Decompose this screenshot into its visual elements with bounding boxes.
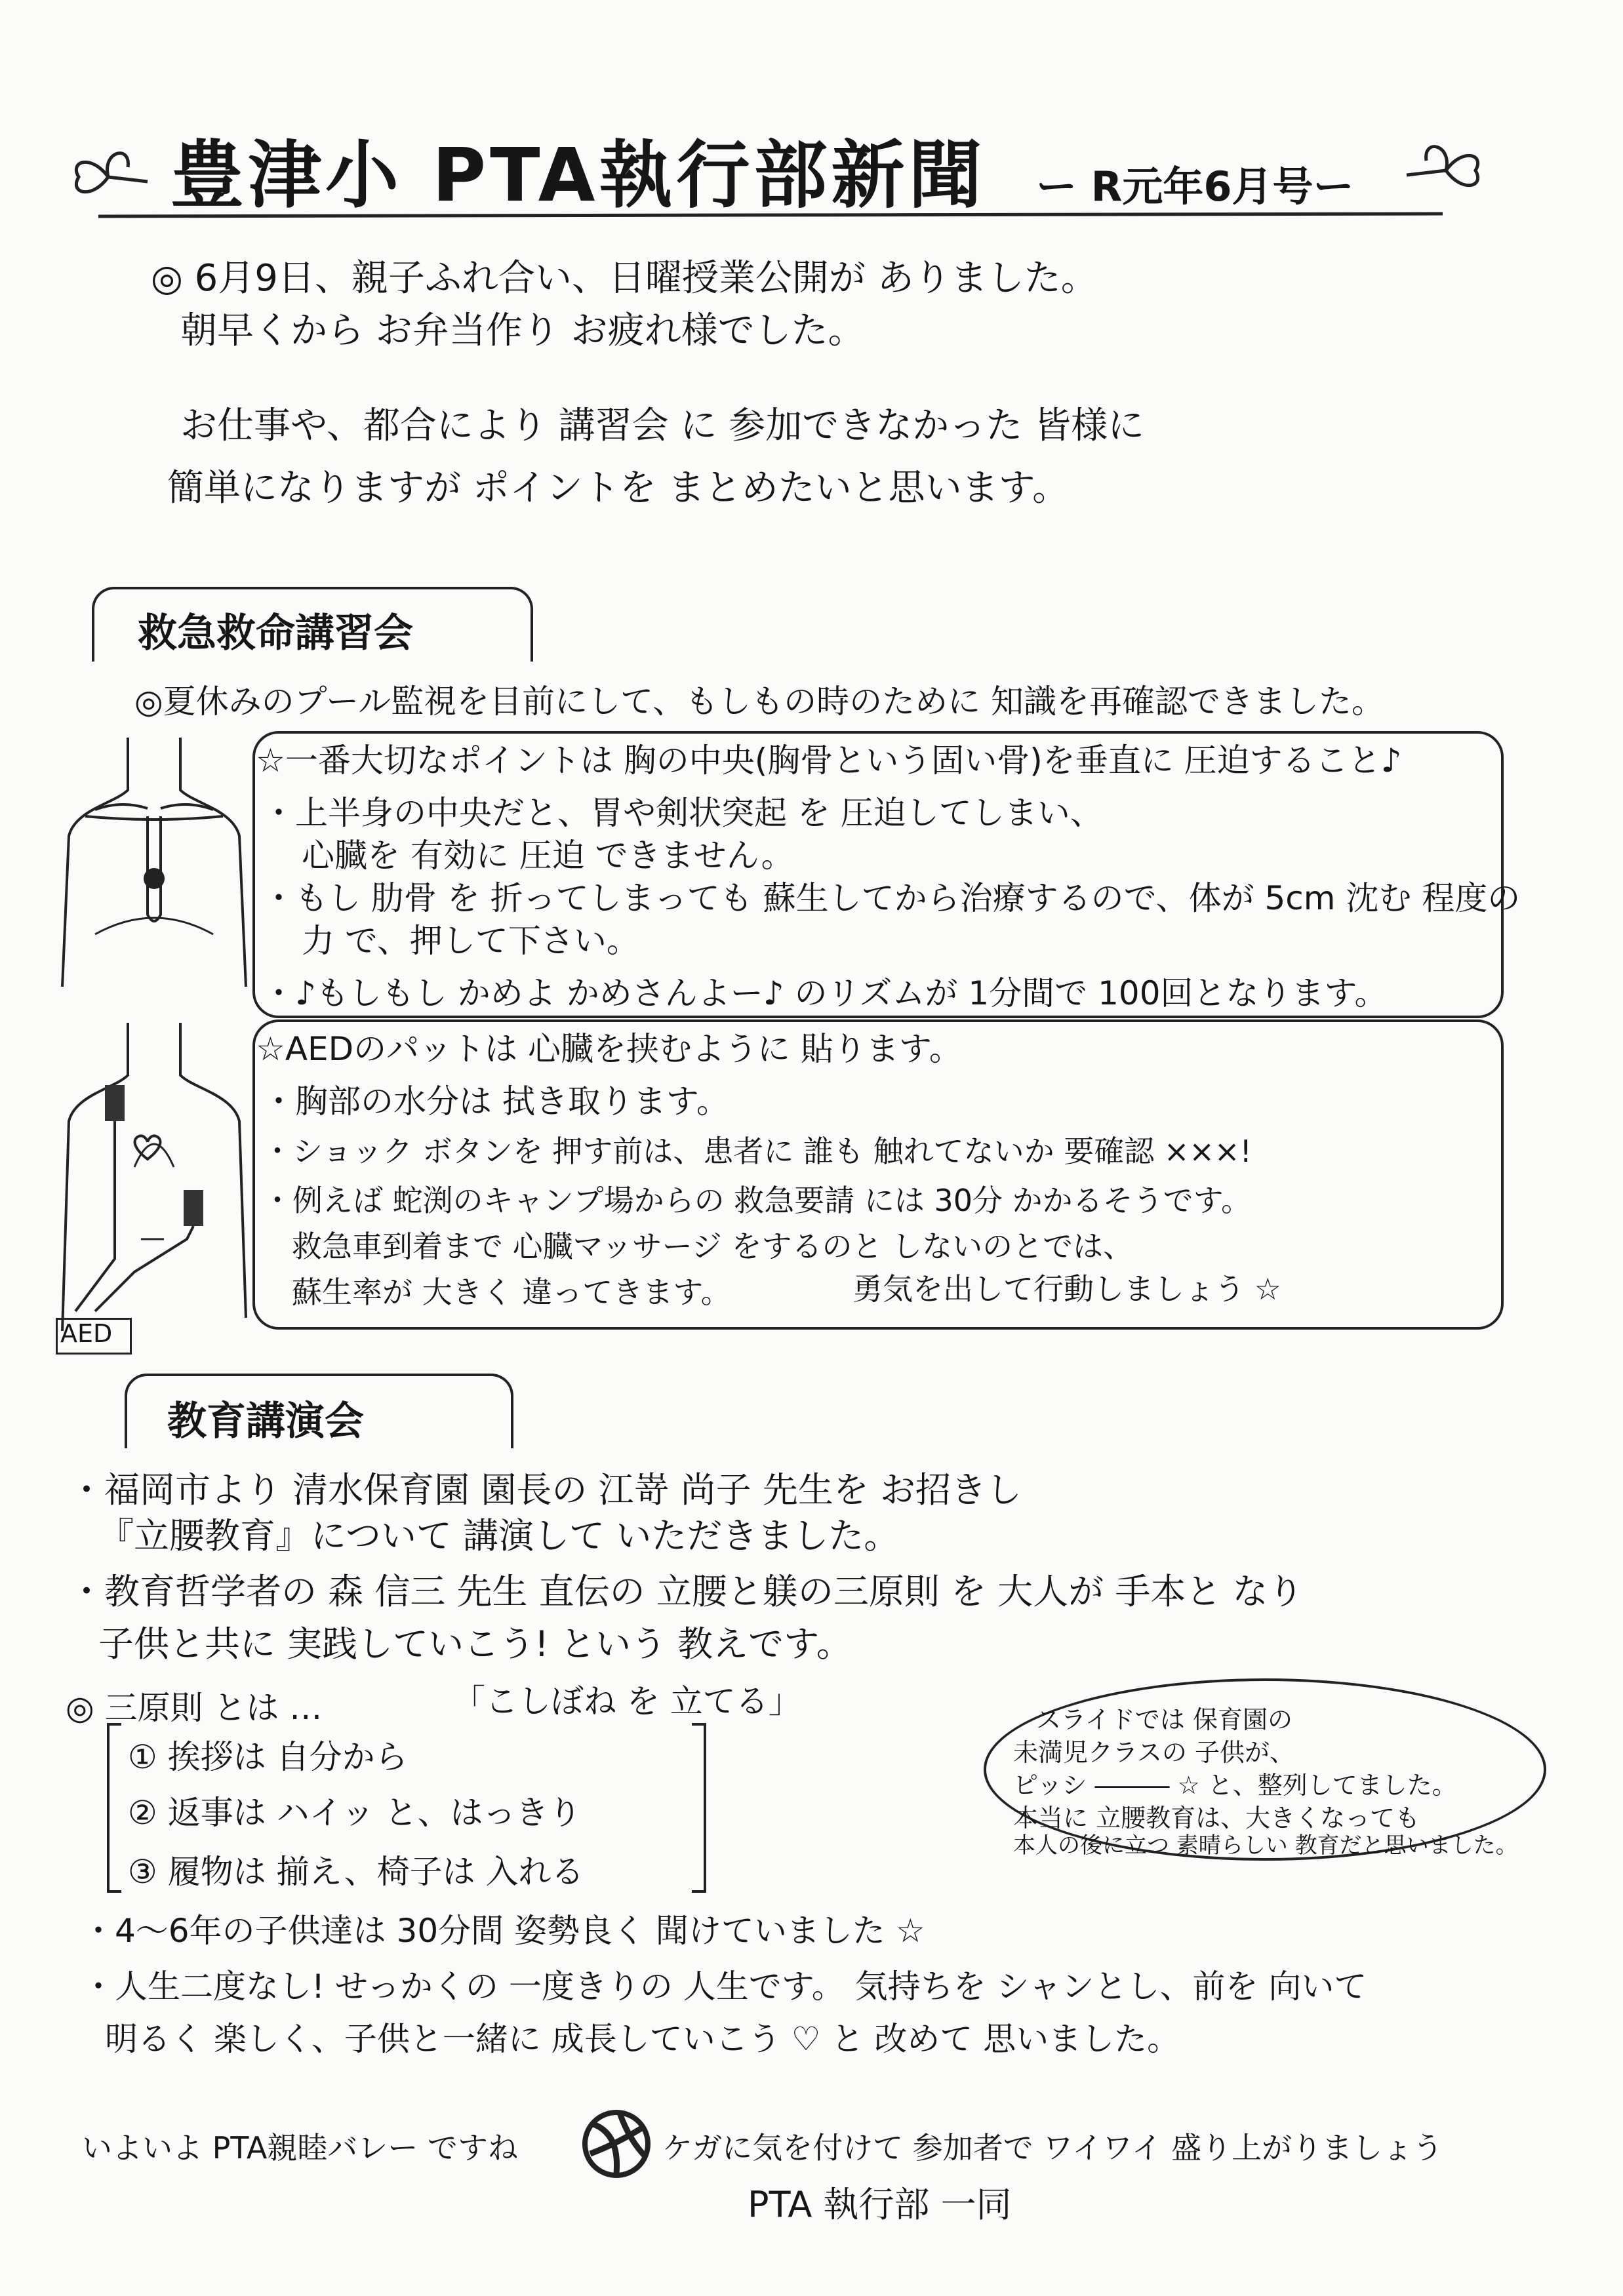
chest-diagram: [56, 738, 252, 987]
heart-icon: [131, 1133, 164, 1162]
lecture-line-2: 『立腰教育』について 講演して いただきました。: [98, 1515, 900, 1556]
principle-item-2: ② 返事は ハイッ と、はっきり: [128, 1794, 582, 1832]
note-line-4: 本当に 立腰教育は、大きくなっても: [1013, 1804, 1420, 1832]
aed-bullet-3c: 蘇生率が 大きく 違ってきます。: [292, 1275, 731, 1310]
note-line-5: 本人の後に立つ 素晴らしい 教育だと思いました。: [1013, 1832, 1518, 1859]
aed-bullet-1: ・胸部の水分は 拭き取ります。: [262, 1082, 729, 1120]
cpr-bullet-1a: ・上半身の中央だと、胃や剣状突起 を 圧迫してしまい、: [262, 794, 1103, 832]
lecture-line-6: ・人生二度なし! せっかくの 一度きりの 人生です。 気持ちを シャンとし、前を 向いて: [82, 1968, 1367, 2006]
volleyball-icon: [580, 2108, 652, 2180]
cpr-point-title: ☆一番大切なポイントは 胸の中央(胸骨という固い骨)を垂直に 圧迫すること♪: [256, 742, 1402, 780]
lecture-line-4: 子供と共に 実践していこう! という 教えです。: [98, 1623, 852, 1665]
clover-icon: [66, 141, 151, 213]
aed-point-title: ☆AEDのパットは 心臓を挟むように 貼ります。: [256, 1030, 962, 1068]
page-title: 豊津小 PTA執行部新聞: [170, 133, 986, 218]
intro-line-3: お仕事や、都合により 講習会 に 参加できなかった 皆様に: [180, 405, 1145, 447]
volley-text-after: ケガに気を付けて 参加者で ワイワイ 盛り上がりましょう: [662, 2130, 1443, 2166]
lecture-line-3: ・教育哲学者の 森 信三 先生 直伝の 立腰と躾の三原則 を 大人が 手本と なり: [69, 1571, 1304, 1612]
issue-label: ー R元年6月号ー: [1036, 163, 1354, 210]
aed-label: AED: [60, 1319, 113, 1348]
cpr-bullet-1b: 心臓を 有効に 圧迫 できません。: [302, 837, 794, 875]
header-underline: [98, 210, 1443, 223]
aed-diagram: [56, 1023, 259, 1331]
lecture-heading: 教育講演会: [167, 1398, 364, 1444]
cpr-bullet-2a: ・もし 肋骨 を 折ってしまっても 蘇生してから治療するので、体が 5cm 沈む 程度の: [262, 879, 1521, 917]
cpr-bullet-3: ・♪もしもし かめよ かめさんよー♪ のリズムが 1分間で 100回となります。: [262, 974, 1388, 1012]
cpr-lead: ◎夏休みのプール監視を目前にして、もしもの時のために 知識を再確認できました。: [134, 683, 1385, 721]
lecture-line-5: ・4～6年の子供達は 30分間 姿勢良く 聞けていました ☆: [82, 1912, 925, 1950]
aed-bullet-2: ・ショック ボタンを 押す前は、患者に 誰も 触れてないか 要確認 ×××!: [262, 1134, 1252, 1169]
aed-courage: 勇気を出して行動しましょう ☆: [852, 1271, 1281, 1307]
principle-item-1: ① 挨拶は 自分から: [128, 1738, 408, 1776]
clover-icon: [1403, 134, 1489, 207]
principles-lead: ◎ 三原則 とは …: [66, 1689, 323, 1727]
cpr-heading: 救急救命講習会: [138, 610, 413, 656]
signature: PTA 執行部 一同: [748, 2184, 1012, 2225]
principles-quote: 「こしぼね を 立てる」: [452, 1682, 801, 1720]
intro-line-1: ◎ 6月9日、親子ふれ合い、日曜授業公開が ありました。: [151, 257, 1098, 300]
note-line-1: スライドでは 保育園の: [1036, 1705, 1292, 1734]
intro-line-4: 簡単になりますが ポイントを まとめたいと思います。: [167, 467, 1070, 509]
lecture-line-7: 明るく 楽しく、子供と一緒に 成長していこう ♡ と 改めて 思いました。: [105, 2020, 1180, 2058]
note-line-2: 未満児クラスの 子供が、: [1013, 1738, 1294, 1767]
principle-item-3: ③ 履物は 揃え、椅子は 入れる: [128, 1853, 584, 1891]
intro-line-2: 朝早くから お弁当作り お疲れ様でした。: [180, 309, 865, 352]
aed-bullet-3: ・例えば 蛇渕のキャンプ場からの 救急要請 には 30分 かかるそうです。: [262, 1183, 1251, 1218]
aed-bullet-3b: 救急車到着まで 心臓マッサージ をするのと しないのとでは、: [292, 1229, 1134, 1264]
cpr-bullet-2b: 力 で、押して下さい。: [302, 922, 639, 960]
volley-text-before: いよいよ PTA親睦バレー ですね: [82, 2130, 518, 2166]
note-line-3: ピッシ ――― ☆ と、整列してました。: [1013, 1771, 1457, 1800]
lecture-line-1: ・福岡市より 清水保育園 園長の 江嵜 尚子 先生を お招きし: [69, 1469, 1022, 1511]
